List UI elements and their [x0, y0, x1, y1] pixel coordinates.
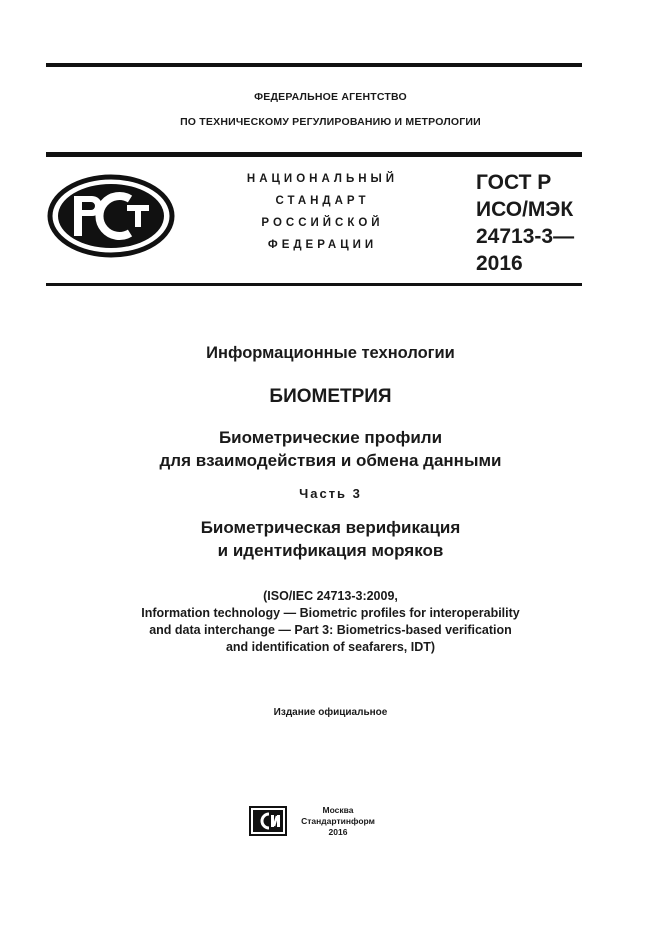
iso-reference-line-3: and data interchange — Part 3: Biometrics-based verification [149, 623, 512, 637]
designation-line-1: ГОСТ Р [476, 171, 552, 194]
iso-reference-line-2: Information technology — Biometric profiles for interoperability [141, 606, 520, 620]
publisher-year: 2016 [328, 827, 348, 837]
publisher-city: Москва [322, 805, 354, 815]
standard-type-line-1: НАЦИОНАЛЬНЫЙ [246, 173, 399, 185]
standard-type-line-4: ФЕДЕРАЦИИ [267, 239, 378, 251]
part-title-line-1: Биометрическая верификация [200, 518, 461, 537]
part-title-line-2: и идентификация моряков [217, 541, 444, 560]
agency-line-1: ФЕДЕРАЛЬНОЕ АГЕНТСТВО [254, 91, 407, 103]
agency-line-2: ПО ТЕХНИЧЕСКОМУ РЕГУЛИРОВАНИЮ И МЕТРОЛОГИИ [180, 116, 481, 128]
iso-reference-line-4: and identification of seafarers, IDT) [225, 640, 436, 654]
designation-line-3: 24713-3— [476, 225, 575, 248]
publisher-logo-icon [249, 806, 287, 836]
publisher-info [293, 805, 383, 838]
edition-label: Издание официальное [273, 707, 388, 718]
designation-line-4: 2016 [476, 252, 523, 275]
top-rule [46, 63, 582, 67]
standard-type [220, 168, 425, 256]
part-label: Часть 3 [299, 486, 362, 501]
subtitle-line-1: Биометрические профили [218, 428, 443, 447]
iso-reference [0, 588, 661, 656]
standard-designation [476, 169, 596, 277]
standard-type-line-2: СТАНДАРТ [275, 195, 370, 207]
publisher-name: Стандартинформ [301, 816, 375, 826]
standard-type-line-3: РОССИЙСКОЙ [261, 217, 384, 229]
main-title: Информационные технологии [206, 344, 455, 362]
header-rule [46, 152, 582, 157]
designation-rule [46, 283, 582, 286]
part-title [0, 516, 661, 562]
iso-reference-line-1: (ISO/IEC 24713-3:2009, [263, 589, 398, 603]
rst-logo-icon [47, 174, 175, 258]
subtitle-line-2: для взаимодействия и обмена данными [159, 451, 502, 470]
subtitle [0, 426, 661, 472]
subject-title: БИОМЕТРИЯ [269, 386, 392, 407]
designation-line-2: ИСО/МЭК [476, 198, 574, 221]
